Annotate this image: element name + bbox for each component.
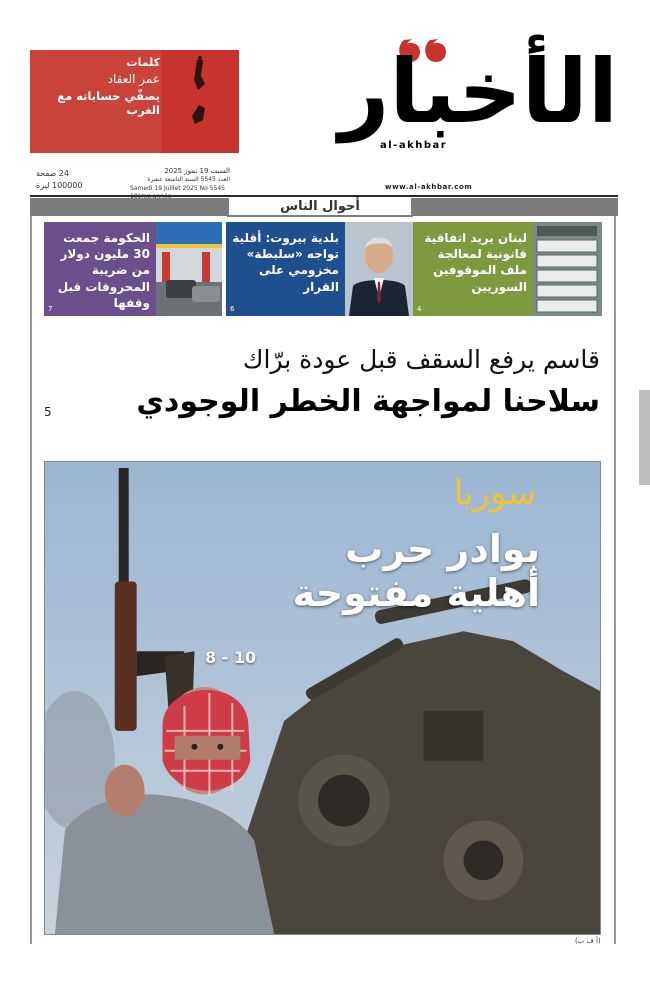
issue-date: السبت 19 تموز 2025: [164, 167, 230, 175]
teaser-text: لبنان يريد اتفاقية قانونية لمعالجة ملف الموقوفين السوريين: [424, 231, 527, 294]
teaser-beirut-municipality[interactable]: [226, 222, 413, 316]
issue-number: العدد 5545 السنة التاسعة عشرة: [147, 176, 230, 184]
teaser-text: الحكومة جمعت 30 مليون دولار من ضريبة المحروقات قبل وقفها: [57, 231, 150, 310]
section-title[interactable]: أحوال الناس: [227, 198, 413, 217]
kalimat-author: عمر العقاد: [107, 71, 160, 86]
teaser-detainees[interactable]: [413, 222, 602, 316]
kalimat-illustration: [161, 50, 239, 153]
frame-right-border: [614, 216, 616, 944]
teaser-text: بلدية بيروت: أقلية تواجه «سلبطة» مخزومي على القرار: [232, 231, 339, 294]
headline-kicker[interactable]: قاسم يرفع السقف قبل عودة برّاك: [242, 345, 600, 374]
kalimat-label: كلمات: [126, 56, 160, 69]
scrollbar-thumb[interactable]: [639, 390, 650, 485]
logo-latin: al-akhbar: [380, 140, 448, 151]
cover-kicker: سوريا: [453, 473, 536, 513]
kalimat-title: يصفّي حساباته مع الغرب: [57, 88, 160, 118]
frame-left-border: [30, 216, 32, 944]
cover-title-line2: أهلية مفتوحة: [292, 570, 540, 615]
teaser-page-number: 6: [230, 305, 235, 313]
teaser-image-portrait: [345, 222, 413, 316]
teaser-page-number: 7: [48, 305, 53, 313]
teaser-page-number: 4: [417, 305, 422, 313]
issue-price: 100000 ليرة: [36, 180, 83, 190]
cover-page-numbers: 8 - 10: [205, 648, 257, 667]
teaser-fuel-tax[interactable]: [44, 222, 222, 316]
cover-title[interactable]: [170, 528, 540, 615]
teaser-image-documents: [533, 222, 602, 316]
issue-date-french: Samedi 19 Juillet 2025 No 5545: [130, 184, 225, 192]
cover-title-line1: بوادر حرب: [345, 527, 540, 571]
newspaper-logo[interactable]: [268, 40, 618, 165]
logo-arabic: الأخبار: [338, 40, 618, 143]
website-link[interactable]: www.al-akhbar.com: [385, 183, 473, 191]
headline-page-number: 5: [44, 405, 52, 419]
price-info: [36, 168, 83, 191]
photo-credit: (أ ف ب): [575, 937, 601, 945]
main-headline[interactable]: سلاحنا لمواجهة الخطر الوجودي: [136, 384, 600, 419]
page-count: 24 صفحة: [36, 169, 70, 178]
kalimat-box[interactable]: [30, 50, 239, 153]
teaser-image-gas-station: [156, 222, 222, 316]
masthead-rule: [30, 195, 618, 197]
